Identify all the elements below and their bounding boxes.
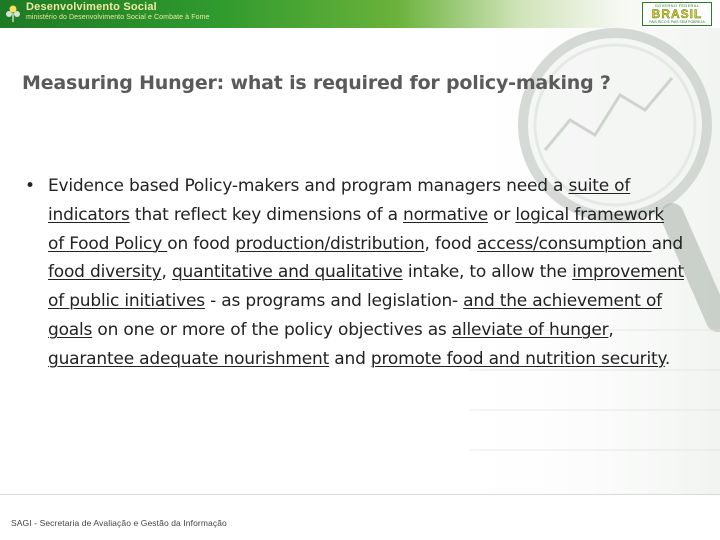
text-segment: , food — [424, 233, 477, 254]
underlined-phrase: suite of indicators — [48, 176, 631, 225]
underlined-phrase: production/distribution — [235, 233, 425, 254]
text-segment: or — [487, 204, 516, 225]
header-title: Desenvolvimento Social — [26, 1, 157, 13]
brasil-government-logo — [642, 2, 712, 26]
text-segment: and — [651, 233, 683, 254]
footer-divider — [0, 494, 720, 495]
ministry-flower-icon — [4, 3, 22, 23]
text-segment: , — [161, 262, 172, 283]
underlined-phrase: guarantee adequate nourishment — [48, 348, 330, 369]
logo-top-text: GOVERNO FEDERAL — [654, 3, 700, 8]
text-segment: and — [329, 348, 371, 369]
text-segment: on food — [167, 233, 236, 254]
text-segment: - as programs and legislation- — [204, 291, 464, 312]
slide-title: Measuring Hunger: what is required for policy-making ? — [22, 72, 611, 94]
text-segment: Evidence based Policy-makers and program managers need a — [48, 176, 569, 196]
header-band — [0, 0, 720, 28]
logo-bottom-text: PAÍS RICO É PAÍS SEM POBREZA — [649, 20, 705, 24]
underlined-phrase: and the achievement of goals — [48, 291, 662, 340]
text-segment: . — [664, 348, 671, 369]
text-segment: on one or more of the policy objectives as — [92, 319, 452, 340]
underlined-phrase: improvement of public initiatives — [48, 262, 684, 312]
text-segment: intake, to allow the — [402, 262, 573, 283]
underlined-phrase: normative — [403, 204, 488, 225]
underlined-phrase: food diversity — [48, 262, 162, 283]
underlined-phrase: alleviate of hunger — [451, 319, 609, 340]
text-segment: , — [608, 319, 614, 340]
underlined-phrase: logical framework of Food Policy — [48, 204, 665, 254]
text-segment: that reflect key dimensions of a — [129, 204, 403, 225]
bullet-marker: • — [25, 176, 35, 196]
bullet-item — [25, 172, 685, 374]
header-subtitle: ministério do Desenvolvimento Social e Combate à Fome — [26, 14, 210, 21]
underlined-phrase: promote food and nutrition security — [370, 348, 665, 369]
underlined-phrase: quantitative and qualitative — [171, 262, 403, 283]
bullet-paragraph — [48, 172, 685, 374]
footer-text: SAGI - Secretaria de Avaliação e Gestão da Informação — [11, 518, 227, 528]
underlined-phrase: access/consumption — [476, 233, 652, 254]
logo-main-text: BRASIL — [651, 7, 703, 21]
